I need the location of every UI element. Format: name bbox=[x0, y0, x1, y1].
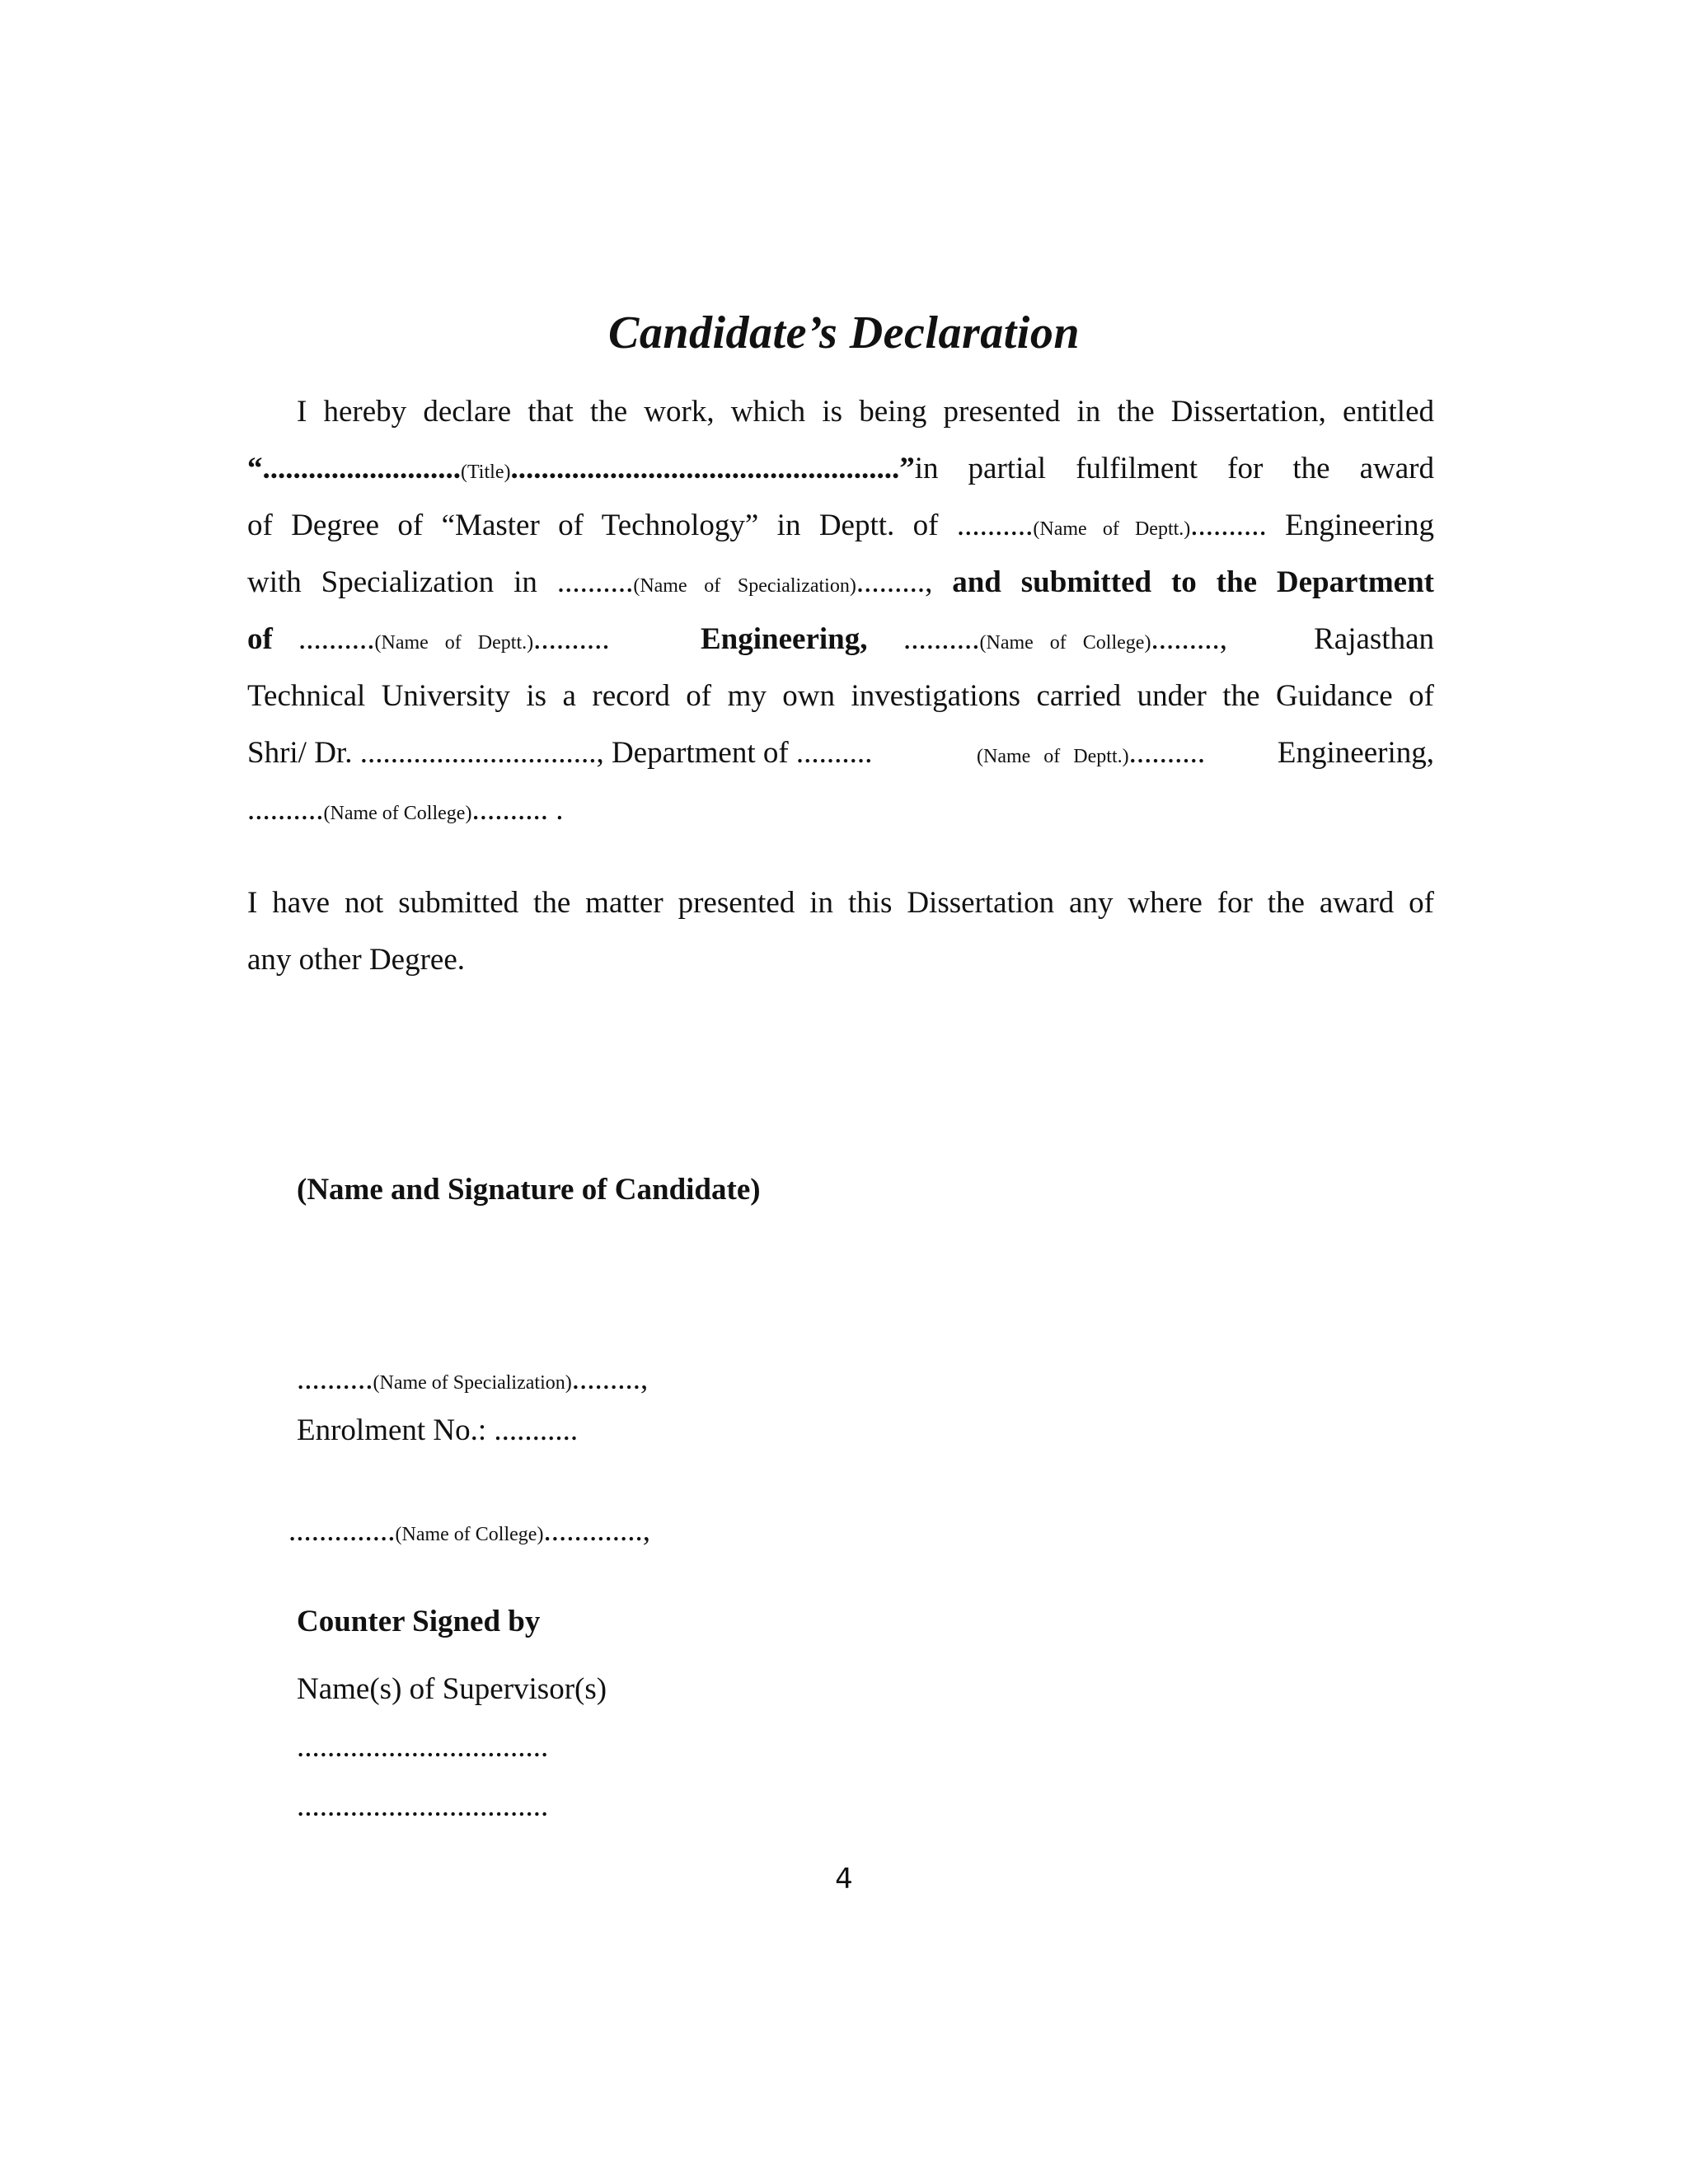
declaration-line-7 bbox=[247, 729, 1434, 778]
college-placeholder: (Name of College) bbox=[323, 803, 472, 824]
declaration-text: of Degree of “Master of Technology” in Deptt. of .......... bbox=[247, 509, 1034, 542]
deptt-placeholder: (Name of Deptt.) bbox=[374, 632, 534, 654]
declaration-line-4 bbox=[247, 558, 1434, 607]
title-placeholder: (Title) bbox=[461, 462, 511, 483]
declaration-text: .......... bbox=[1128, 736, 1206, 770]
declaration-line-1 bbox=[247, 387, 1434, 437]
page-number: 4 bbox=[835, 1863, 853, 1896]
specialization-dots: .......... bbox=[297, 1362, 373, 1396]
declaration-line-6 bbox=[247, 672, 1434, 721]
deptt-placeholder: (Name of Deptt.) bbox=[977, 746, 1129, 767]
declaration-text: .......... bbox=[903, 622, 980, 656]
specialization-placeholder: (Name of Specialization) bbox=[373, 1372, 572, 1394]
statement-text: any other Degree. bbox=[247, 943, 466, 977]
statement-text: I have not submitted the matter presented in this Dissertation any where for the award of bbox=[247, 886, 1434, 920]
statement-line-2 bbox=[247, 935, 1434, 985]
title-blank-dots: ................................................... bbox=[510, 452, 900, 485]
declaration-bold-text: Engineering, bbox=[701, 622, 868, 656]
declaration-line-5 bbox=[247, 615, 1434, 664]
declaration-text: I hereby declare that the work, which is being presented in the Dissertation, entitled bbox=[297, 395, 1434, 429]
college-line bbox=[288, 1513, 650, 1549]
college-dots: ............., bbox=[543, 1514, 650, 1548]
declaration-text: .......... bbox=[247, 793, 324, 827]
declaration-bold-text: and submitted to the Department bbox=[952, 565, 1434, 599]
declaration-text: with Specialization in .......... bbox=[247, 565, 634, 599]
declaration-text: .......... . bbox=[471, 793, 564, 827]
declaration-text: ........., bbox=[1151, 622, 1227, 656]
declaration-line-8 bbox=[247, 785, 1434, 835]
college-placeholder: (Name of College) bbox=[395, 1524, 544, 1545]
page-title: Candidate’s Declaration bbox=[607, 307, 1081, 359]
declaration-text: Shri/ Dr. ..............................., Department of .......... bbox=[247, 736, 873, 770]
declaration-text: .......... bbox=[298, 622, 375, 656]
counter-signed-label: Counter Signed by bbox=[297, 1605, 541, 1638]
college-dots: .............. bbox=[288, 1514, 396, 1548]
declaration-text: .......... Engineering bbox=[1190, 509, 1435, 542]
specialization-dots: ........., bbox=[571, 1362, 649, 1396]
supervisor-line-2: ................................. bbox=[297, 1789, 549, 1823]
specialization-placeholder: (Name of Specialization) bbox=[633, 575, 856, 597]
enrolment-number: Enrolment No.: ........... bbox=[297, 1413, 579, 1447]
declaration-bold-text: of bbox=[247, 622, 273, 656]
candidate-signature-label: (Name and Signature of Candidate) bbox=[297, 1173, 761, 1207]
specialization-line bbox=[297, 1361, 648, 1397]
supervisor-label: Name(s) of Supervisor(s) bbox=[297, 1672, 607, 1706]
declaration-text: ........., bbox=[856, 565, 933, 599]
declaration-text: Engineering, bbox=[1277, 736, 1434, 770]
declaration-line-2 bbox=[247, 444, 1434, 494]
declaration-text: Technical University is a record of my own investigations carried under the Guidance of bbox=[247, 679, 1434, 713]
deptt-placeholder: (Name of Deptt.) bbox=[1033, 518, 1191, 540]
title-blank-open: “.......................... bbox=[247, 452, 461, 485]
declaration-text: .......... bbox=[533, 622, 610, 656]
title-blank-close: ” bbox=[899, 452, 915, 485]
declaration-line-3 bbox=[247, 501, 1434, 551]
declaration-text: Rajasthan bbox=[1314, 622, 1434, 656]
declaration-text: in partial fulfilment for the award bbox=[914, 452, 1434, 485]
college-placeholder: (Name of College) bbox=[979, 632, 1151, 654]
statement-line-1 bbox=[247, 879, 1434, 928]
supervisor-line-1: ................................. bbox=[297, 1730, 549, 1764]
